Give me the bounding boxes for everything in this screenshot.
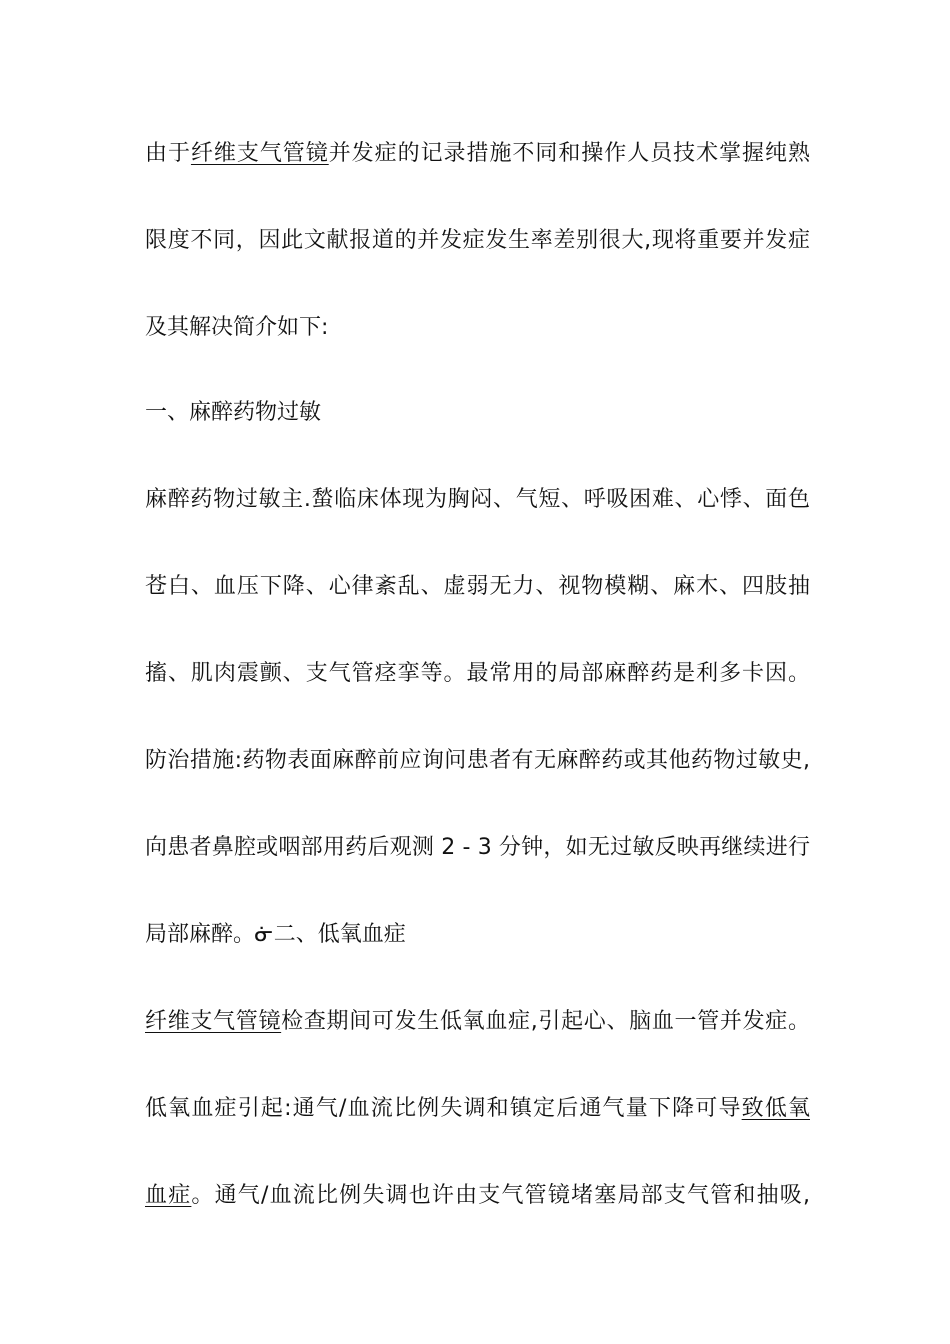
- text-line-5: 麻醉药物过敏主.蝵临床体现为胸闷、气短、呼吸困难、心悸、面色: [145, 487, 810, 512]
- section-heading-1: 一、麻醉药物过敏: [145, 400, 322, 425]
- text-line-6: 苍白、血压下降、心律紊乱、虚弱无力、视物模糊、麻木、四肢抽: [145, 574, 810, 599]
- text-line-2: 限度不同，因此文献报道的并发症发生率差别很大,现将重要并发症: [145, 228, 810, 253]
- text-line-3: 及其解决简介如下:: [145, 315, 329, 340]
- underlined-term: 纤维支气管镜: [190, 141, 329, 166]
- underlined-term: 纤维支气管镜: [145, 1009, 282, 1034]
- text-line-13: [145, 1181, 810, 1211]
- underlined-term: 致低氧: [741, 1096, 810, 1121]
- text-line-7: 搐、肌肉震颤、支气管痉挛等。最常用的局部麻醉药是利多卡因。: [145, 661, 810, 686]
- text-span: 低氧血症引起:通气/血流比例失调和镇定后通气量下降可导: [145, 1096, 742, 1121]
- text-span: 由于: [145, 141, 191, 166]
- text-line-12: [145, 1094, 810, 1124]
- text-line-10: 局部麻醉。ᓃ二、低氧血症: [145, 922, 406, 947]
- text-span: 。通气/血流比例失调也许由支气管镜堵塞局部支气管和抽吸,: [191, 1183, 810, 1208]
- text-line-8: 防治措施:药物表面麻醉前应询问患者有无麻醉药或其他药物过敏史,: [145, 748, 810, 773]
- text-span: 并发症的记录措施不同和操作人员技术掌握纯熟: [328, 141, 810, 166]
- text-line-1: [145, 139, 810, 169]
- underlined-term: 血症: [145, 1183, 192, 1208]
- text-span: 检查期间可发生低氧血症,引起心、脑血一管并发症。: [281, 1009, 810, 1034]
- text-line-11: [145, 1007, 810, 1037]
- text-line-9: 向患者鼻腔或咽部用药后观测 2 - 3 分钟，如无过敏反映再继续进行: [145, 835, 810, 860]
